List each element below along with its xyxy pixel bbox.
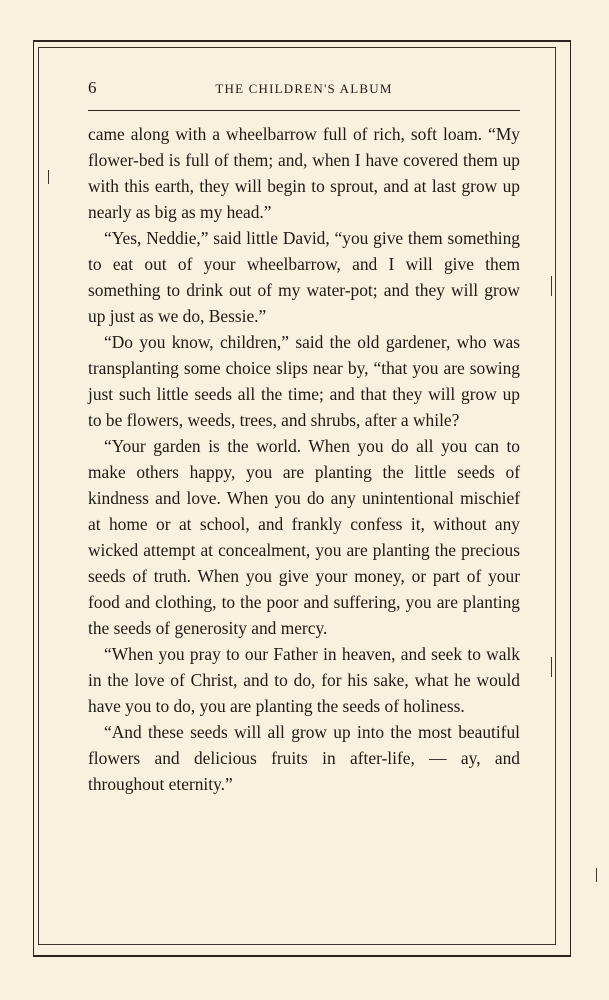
- story-body: [88, 121, 520, 797]
- paragraph-4: “Your garden is the world. When you do all you can to make others happy, you are planting the little seeds of kindness and love. When you do any unintentional mischief at home or at school, and frankly confess it, without any wicked attempt at concealment, you are planting the precious seeds of truth. When you give your money, or part of your food and clothing, to the poor and suffering, you are planting the seeds of generosity and mercy.: [88, 436, 520, 638]
- paragraph-3: “Do you know, children,” said the old gardener, who was transplanting some choice slips near by, “that you are sowing just such little seeds all the time; and that they will grow up to be flowers, weeds, trees, and shrubs, after a while?: [88, 332, 520, 430]
- page-number: 6: [88, 78, 97, 97]
- running-header: [88, 78, 520, 100]
- paragraph-2: “Yes, Neddie,” said little David, “you give them something to eat out of your wheelbarrow, and I will give them something to drink out of my water-pot; and they will grow up just as we do, Bessie.”: [88, 228, 520, 326]
- left-margin-mark: [48, 170, 49, 184]
- header-rule: [88, 110, 520, 111]
- running-title: THE CHILDREN'S ALBUM: [215, 81, 393, 96]
- paragraph-5: “When you pray to our Father in heaven, and seek to walk in the love of Christ, and to do, for his sake, what he would have you to do, you are planting the seeds of holiness.: [88, 644, 520, 716]
- right-margin-mark-lower: [551, 657, 552, 677]
- right-margin-mark-upper: [551, 276, 552, 296]
- paragraph-6: “And these seeds will all grow up into the most beautiful flowers and delicious fruits in after-life, — ay, and throughout eternity.”: [88, 722, 520, 794]
- right-edge-mark: [596, 868, 597, 882]
- paragraph-1: came along with a wheelbarrow full of rich, soft loam. “My flower-bed is full of them; and, when I have covered them up with this earth, they will begin to sprout, and at last grow up nearly as big as my head.”: [88, 124, 520, 222]
